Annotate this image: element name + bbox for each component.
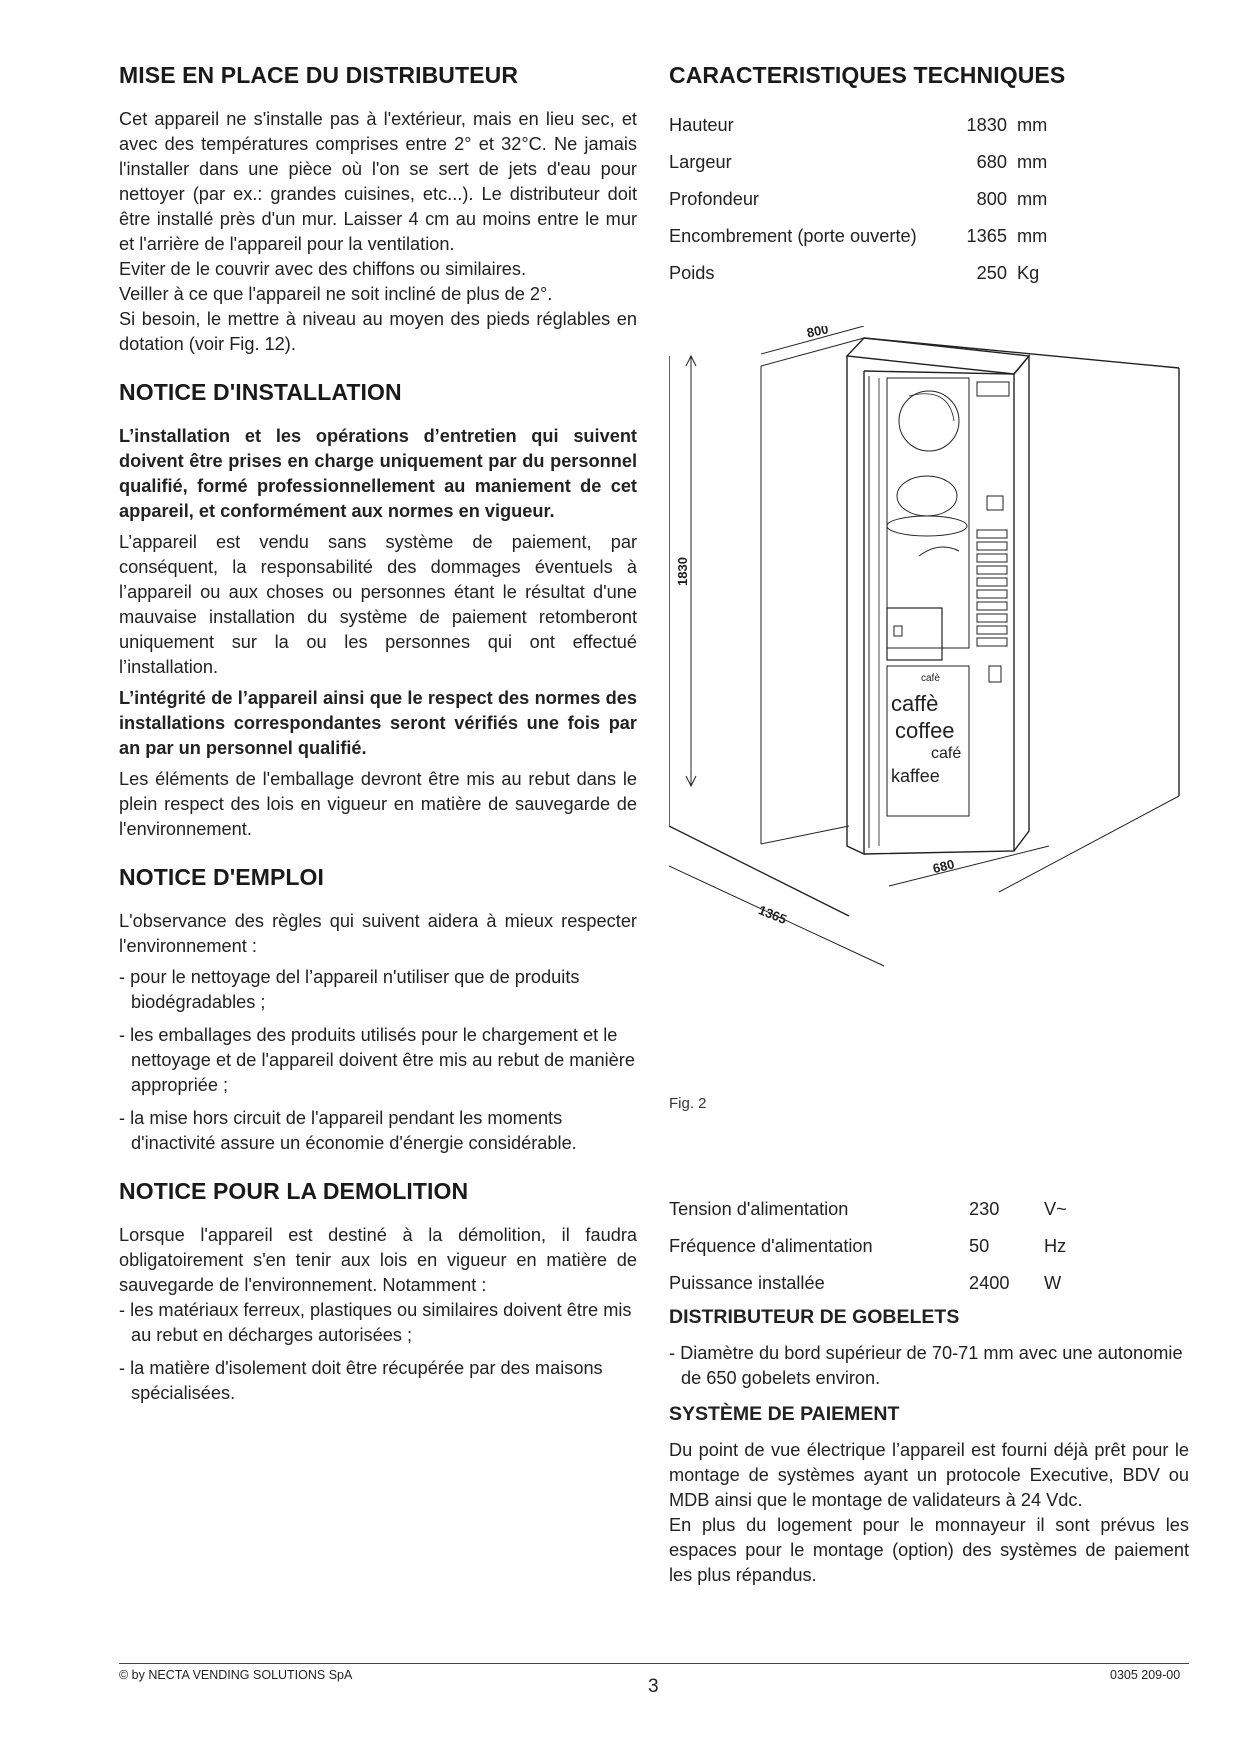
list-item: - pour le nettoyage del l’appareil n'utiliser que de produits biodégradables ; — [119, 967, 580, 1012]
dispensing-compartment — [887, 608, 942, 660]
page-number: 3 — [648, 1676, 659, 1697]
spec-value: 1830 — [966, 115, 1007, 135]
section-title: NOTICE D'INSTALLATION — [119, 379, 402, 405]
bullet-list — [119, 965, 637, 1156]
machine-top — [847, 338, 1029, 374]
warning-paragraph: L’intégrité de l’appareil ainsi que le respect des normes des installations correspondantes seront vérifiés une fois par an par un personnel qualifié. — [119, 688, 637, 758]
panel-word: cafè — [921, 673, 940, 684]
panel-word: kaffee — [891, 766, 940, 786]
selection-buttons — [977, 530, 1007, 646]
paragraph: Eviter de le couvrir avec des chiffons ou similaires. — [119, 259, 527, 279]
vending-machine-figure — [669, 326, 1209, 1016]
floor-line-right — [999, 796, 1179, 892]
electrical-specs — [669, 1191, 1104, 1302]
spec-label: Tension d'alimentation — [669, 1199, 849, 1219]
table-row — [669, 107, 1067, 144]
spec-label: Largeur — [669, 152, 732, 172]
paragraph: Si besoin, le mettre à niveau au moyen des pieds réglables en dotation (voir Fig. 12). — [119, 309, 637, 354]
panel-word: coffee — [895, 718, 955, 743]
paragraph: L’appareil est vendu sans système de paiement, par conséquent, la responsabilité des dommages éventuels à l’appareil ou aux choses ou personnes étant le résultat d'une mauvaise installation du système de paiement retomberont uniquement sur la ou les personnes qui ont effectué l’installation. — [119, 532, 637, 677]
document-code: 0305 209-00 — [1110, 1668, 1181, 1682]
coffee-pot-detail — [909, 394, 954, 421]
section-mise-en-place — [119, 62, 637, 357]
table-row — [669, 255, 1067, 292]
dimension-height-label: 1830 — [675, 557, 690, 586]
spec-unit: mm — [1017, 189, 1048, 209]
spec-unit: V~ — [1044, 1199, 1067, 1219]
spec-value: 50 — [969, 1236, 990, 1256]
spec-value: 230 — [969, 1199, 1000, 1219]
paragraph: Veiller à ce que l'appareil ne soit incliné de plus de 2°. — [119, 284, 553, 304]
panel-word: caffè — [891, 691, 939, 716]
table-row — [669, 1191, 1104, 1228]
spec-unit: mm — [1017, 115, 1048, 135]
list-item: - les emballages des produits utilisés pour le chargement et le nettoyage et de l'appareil doivent être mis au rebut de manière appropriée ; — [119, 1025, 635, 1095]
dimension-width-label: 680 — [931, 856, 956, 877]
warning-paragraph: L’installation et les opérations d’entretien qui suivent doivent être prises en charge uniquement par du personnel qualifié, formé professionnellement au maniement de cet appareil, et conformément aux normes en vigueur. — [119, 426, 637, 521]
spec-value: 1365 — [966, 226, 1007, 246]
left-column — [119, 62, 637, 1406]
paragraph: Du point de vue électrique l’appareil est fourni déjà prêt pour le montage de systèmes ayant un protocole Executive, BDV ou MDB ainsi que le montage de validateurs à 24 Vdc. — [669, 1440, 1189, 1510]
section-title: NOTICE D'EMPLOI — [119, 864, 325, 890]
paragraph: Les éléments de l'emballage devront être mis au rebut dans le plein respect des lois en vigueur en matière de sauvegarde de l'environnement. — [119, 769, 637, 839]
dimension-open-depth-label: 1365 — [756, 902, 789, 927]
footer-copyright: © by NECTA VENDING SOLUTIONS SpA — [119, 1668, 353, 1682]
vending-machine-drawing — [669, 326, 1209, 1016]
bullet-list — [119, 1298, 637, 1406]
subsection-title: SYSTÈME DE PAIEMENT — [669, 1403, 900, 1425]
list-item: - Diamètre du bord supérieur de 70-71 mm avec une autonomie de 650 gobelets environ. — [669, 1343, 1183, 1388]
panel-word: café — [931, 745, 962, 762]
spec-value: 2400 — [969, 1273, 1010, 1293]
section-notice-installation — [119, 379, 637, 842]
dimensions-table — [669, 107, 1067, 292]
list-item: - la matière d'isolement doit être récupérée par des maisons spécialisées. — [119, 1358, 603, 1403]
electrical-table — [669, 1191, 1104, 1302]
spec-label: Puissance installée — [669, 1273, 825, 1293]
list-item: - la mise hors circuit de l'appareil pendant les moments d'inactivité assure un économie d'énergie considérable. — [119, 1108, 577, 1153]
dispensing-light — [894, 626, 902, 636]
spec-value: 680 — [976, 152, 1007, 172]
saucer-graphic — [887, 516, 967, 536]
section-title: CARACTERISTIQUES TECHNIQUES — [669, 62, 1066, 88]
right-column — [669, 62, 1189, 292]
machine-right-side — [1014, 356, 1029, 851]
paragraph: L'observance des règles qui suivent aidera à mieux respecter l'environnement : — [119, 911, 637, 956]
section-demolition — [119, 1178, 637, 1406]
table-row — [669, 1228, 1104, 1265]
table-row — [669, 1265, 1104, 1302]
coffee-cup-graphic — [897, 476, 957, 516]
footer-divider — [119, 1663, 1189, 1664]
spec-value: 800 — [976, 189, 1007, 209]
spec-value: 250 — [976, 263, 1007, 283]
spec-label: Profondeur — [669, 189, 759, 209]
logo-plate — [977, 382, 1009, 396]
spec-label: Fréquence d'alimentation — [669, 1236, 873, 1256]
spec-label: Encombrement (porte ouverte) — [669, 226, 917, 246]
subsection-title: DISTRIBUTEUR DE GOBELETS — [669, 1306, 960, 1328]
section-title: MISE EN PLACE DU DISTRIBUTEUR — [119, 62, 519, 88]
spec-unit: Hz — [1044, 1236, 1067, 1256]
display-panel — [987, 496, 1003, 510]
spec-unit: Kg — [1017, 263, 1040, 283]
section-title: NOTICE POUR LA DEMOLITION — [119, 1178, 469, 1204]
dimension-depth-label: 800 — [805, 326, 830, 341]
list-item: - les matériaux ferreux, plastiques ou similaires doivent être mis au rebut en décharges autorisées ; — [119, 1300, 632, 1345]
table-row — [669, 144, 1067, 181]
spec-unit: mm — [1017, 226, 1048, 246]
section-notice-emploi — [119, 864, 637, 1156]
figure-caption: Fig. 2 — [669, 1095, 707, 1112]
table-row — [669, 181, 1067, 218]
gobelets-and-payment — [669, 1306, 1189, 1588]
table-row — [669, 218, 1067, 255]
wall-top-left — [761, 338, 864, 366]
coin-slot — [989, 666, 1001, 682]
floor-line-back — [761, 826, 849, 844]
spec-unit: mm — [1017, 152, 1048, 172]
spec-label: Poids — [669, 263, 715, 283]
spoon-graphic — [919, 547, 959, 556]
paragraph: Lorsque l'appareil est destiné à la démolition, il faudra obligatoirement s'en tenir aux lois en vigueur en matière de sauvegarde de l'environnement. Notamment : — [119, 1225, 637, 1295]
spec-unit: W — [1044, 1273, 1062, 1293]
paragraph: Cet appareil ne s'installe pas à l'extérieur, mais en lieu sec, et avec des températures comprises entre 2° et 32°C. Ne jamais l'installer dans une pièce où l'on se sert de jets d'eau pour nettoyer (par ex.: grandes cuisines, etc...). Le distributeur doit être installé près d'un mur. Laisser 4 cm au moins entre le mur et l'arrière de l'appareil pour la ventilation. — [119, 109, 637, 254]
spec-label: Hauteur — [669, 115, 734, 135]
paragraph: En plus du logement pour le monnayeur il sont prévus les espaces pour le montage (option) des systèmes de paiement les plus répandus. — [669, 1515, 1189, 1585]
coffee-pot-graphic — [899, 391, 959, 451]
machine-left-side — [847, 356, 864, 854]
